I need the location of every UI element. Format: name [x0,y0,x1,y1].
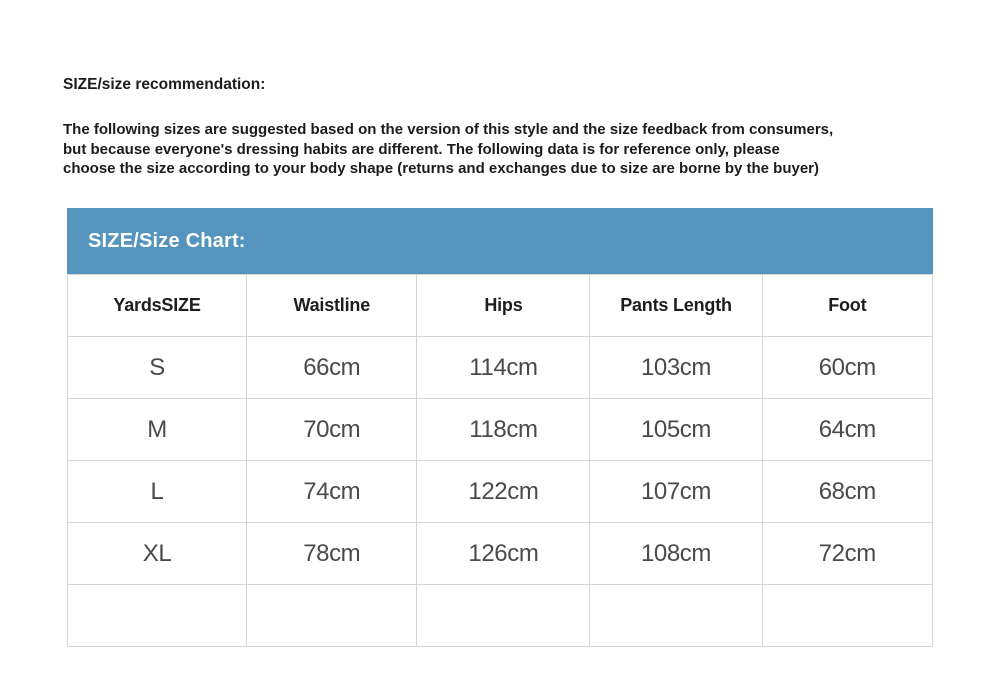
column-header-foot: Foot [762,275,932,337]
column-header-hips: Hips [417,275,590,337]
waistline-value: 78cm [247,523,417,585]
size-label: L [68,461,247,523]
empty-cell [68,585,247,647]
hips-value: 122cm [417,461,590,523]
size-row-xl [68,523,933,585]
size-row-l [68,461,933,523]
empty-cell [762,585,932,647]
foot-value: 68cm [762,461,932,523]
hips-value: 126cm [417,523,590,585]
pants-length-value: 107cm [590,461,762,523]
paragraph-line: The following sizes are suggested based on the version of this style and the size feedback from consumers, [63,121,834,138]
pants-length-value: 105cm [590,399,762,461]
hips-value: 114cm [417,337,590,399]
pants-length-value: 103cm [590,337,762,399]
paragraph-line: choose the size according to your body shape (returns and exchanges due to size are borne by the buyer) [63,160,820,177]
hips-value: 118cm [417,399,590,461]
size-recommendation-paragraph [63,120,833,179]
paragraph-line: but because everyone's dressing habits are different. The following data is for reference only, please [63,140,780,158]
size-label: XL [68,523,247,585]
foot-value: 72cm [762,523,932,585]
size-chart-title-bar [67,208,933,274]
column-header-waistline: Waistline [247,275,417,337]
size-chart-header-row [68,275,933,337]
waistline-value: 66cm [247,337,417,399]
empty-cell [417,585,590,647]
empty-cell [590,585,762,647]
size-row-m [68,399,933,461]
size-row-s [68,337,933,399]
column-header-size: YardsSIZE [68,275,247,337]
waistline-value: 74cm [247,461,417,523]
size-label: S [68,337,247,399]
size-chart-section [67,208,933,647]
size-chart-title: SIZE/Size Chart: [88,229,246,252]
empty-cell [247,585,417,647]
size-label: M [68,399,247,461]
foot-value: 64cm [762,399,932,461]
column-header-pants-length: Pants Length [590,275,762,337]
waistline-value: 70cm [247,399,417,461]
pants-length-value: 108cm [590,523,762,585]
size-chart-table [67,274,933,647]
empty-row [68,585,933,647]
size-recommendation-heading: SIZE/size recommendation: [63,76,266,93]
foot-value: 60cm [762,337,932,399]
